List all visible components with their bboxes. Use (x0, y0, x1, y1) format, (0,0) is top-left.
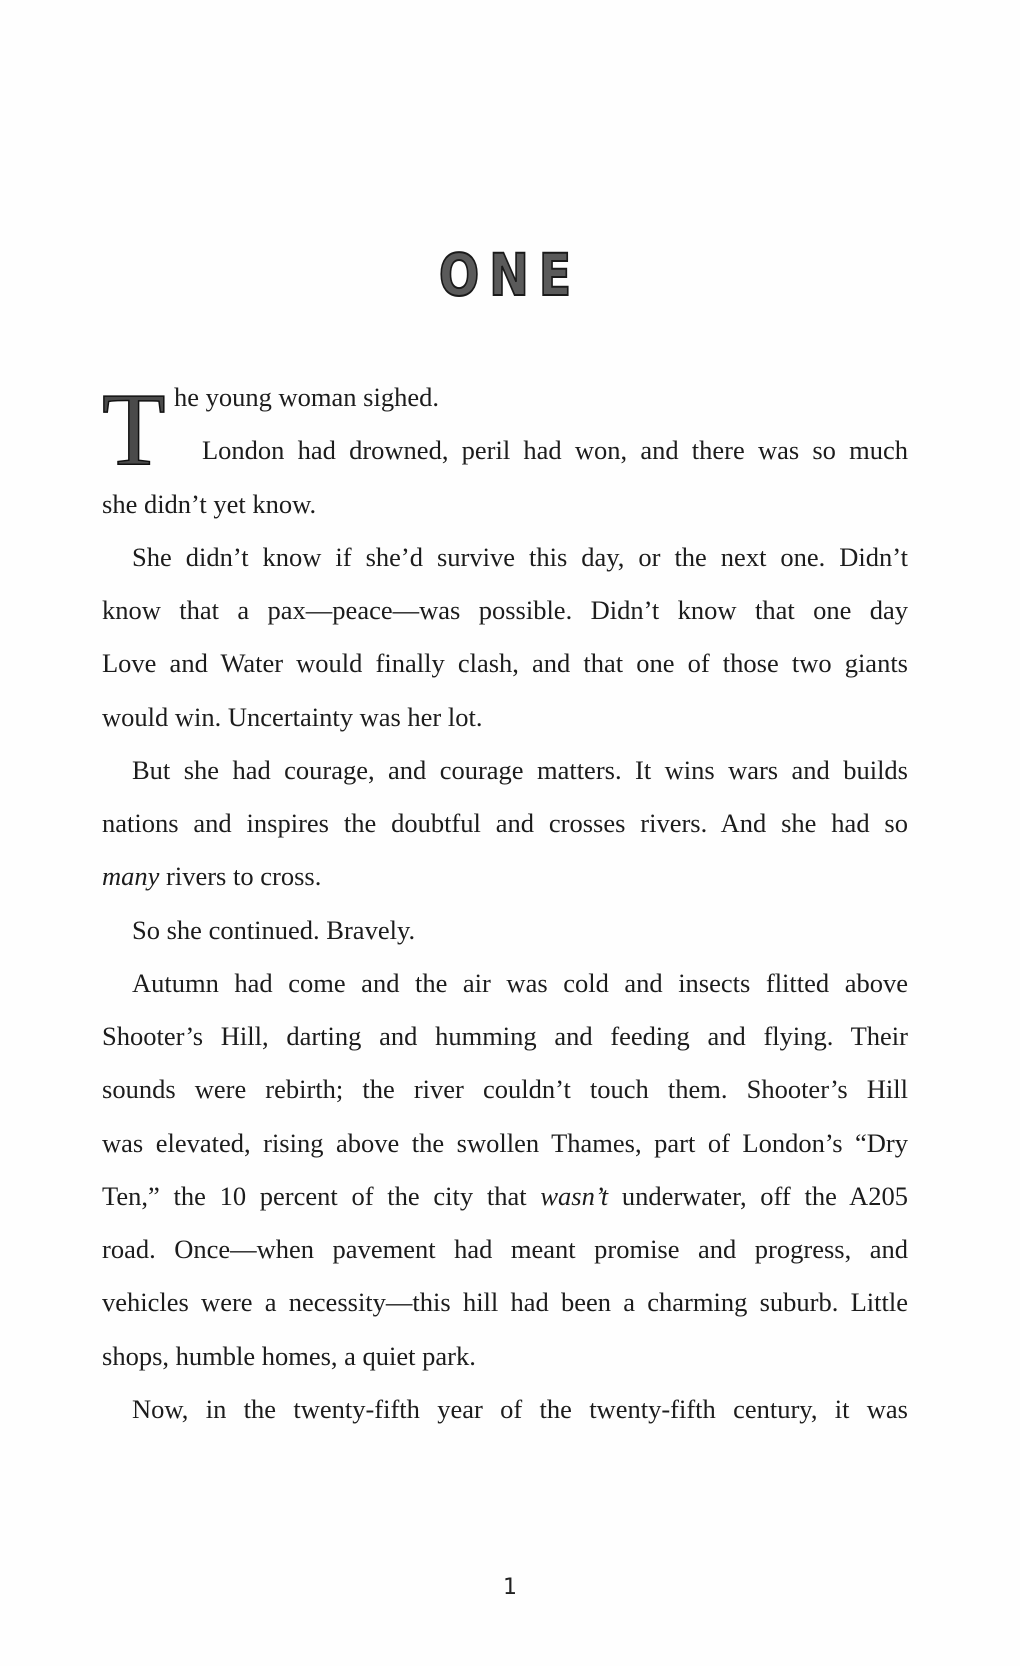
chapter-title: ONE (438, 241, 582, 309)
text-run: Now, in the twenty-fifth year of the twenty-fifth century, it was (132, 1393, 908, 1424)
text-run: So she continued. Bravely. (132, 914, 416, 945)
text-line (102, 637, 908, 690)
italic-text: wasn’t (540, 1180, 609, 1211)
italic-text: many (102, 861, 160, 892)
text-line (102, 1330, 908, 1383)
chapter-body (102, 371, 908, 1436)
text-run: Autumn had come and the air was cold and insects flitted above (132, 967, 908, 998)
text-line (102, 1223, 908, 1276)
drop-cap: T (102, 372, 166, 487)
text-line (102, 957, 908, 1010)
text-run: she didn’t yet know. (102, 488, 317, 519)
text-line (102, 1063, 908, 1116)
text-run: road. Once—when pavement had meant promise and progress, and (102, 1234, 908, 1264)
text-run: sounds were rebirth; the river couldn’t touch them. Shooter’s Hill (102, 1074, 908, 1105)
text-line (102, 1276, 908, 1329)
text-line (102, 1170, 908, 1223)
text-line (102, 691, 908, 744)
text-line (102, 1383, 908, 1436)
text-line (102, 1010, 908, 1063)
text-line (102, 371, 908, 424)
text-run: would win. Uncertainty was her lot. (102, 701, 483, 732)
text-run: London had drowned, peril had won, and there was so much (202, 435, 908, 466)
text-line (102, 850, 908, 903)
text-run: Shooter’s Hill, darting and humming and feeding and flying. Their (102, 1021, 908, 1051)
text-line (102, 744, 908, 797)
text-run: underwater, off the A205 (608, 1180, 908, 1211)
text-line (102, 584, 908, 637)
text-run: Love and Water would finally clash, and that one of those two giants (102, 648, 908, 679)
text-run: he young woman sighed. (174, 382, 439, 412)
text-line (102, 797, 908, 850)
text-run: shops, humble homes, a quiet park. (102, 1340, 476, 1371)
text-run: She didn’t know if she’d survive this day, or the next one. Didn’t (132, 541, 908, 572)
text-run: nations and inspires the doubtful and crosses rivers. And she had so (102, 808, 908, 838)
text-run: Ten,” the 10 percent of the city that (102, 1180, 541, 1211)
text-run: rivers to cross. (159, 861, 322, 892)
text-line (102, 1117, 908, 1170)
text-line (102, 478, 908, 531)
text-line (102, 531, 908, 584)
text-run: But she had courage, and courage matters. It wins wars and builds (132, 754, 908, 785)
text-line (102, 904, 908, 957)
text-run: vehicles were a necessity—this hill had been a charming suburb. Little (102, 1287, 908, 1318)
text-line (102, 424, 908, 477)
text-run: know that a pax—peace—was possible. Didn’t know that one day (102, 595, 908, 625)
text-run: was elevated, rising above the swollen Thames, part of London’s “Dry (102, 1127, 908, 1158)
page-number: 1 (503, 1575, 517, 1600)
